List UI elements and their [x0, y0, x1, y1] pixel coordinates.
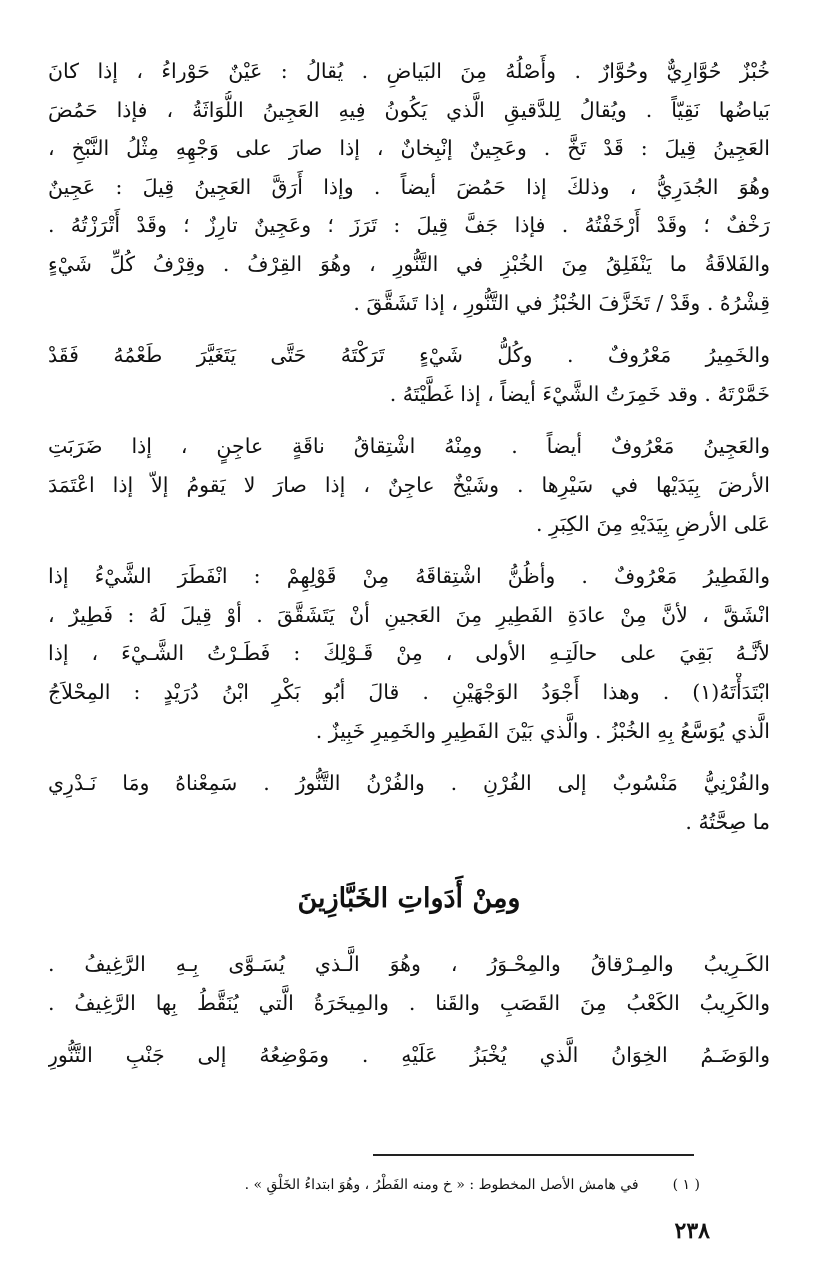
text-line: الكَـرِيبُ والمِـرْقاقُ والمِحْـوَرُ ، وهُوَ الَّـذي يُسَـوَّى بِـهِ الرَّغِيفُ .: [48, 952, 770, 977]
section-heading: ومِنْ أَدَواتِ الخَبَّازِينَ: [297, 883, 521, 915]
paragraph-khamir: [48, 336, 770, 413]
text-line: والكَرِيبُ الكَعْبُ مِنَ القَصَبِ والقَنا . والمِيخَرَةُ الَّتي يُنَقَّطُ بِها الرَّغِيفُ .: [48, 990, 770, 1015]
paragraph-bread-types: [48, 52, 770, 322]
text-line: لأنَّـهُ بَقِيَ على حالَتِـهِ الأولى ، مِنْ قَـوْلِكَ : فَطَـرْتُ الشَّـيْءَ ، إذا: [48, 641, 770, 666]
text-line: والوَضَـمُ الخِوَانُ الَّذي يُخْبَزُ عَلَيْهِ . ومَوْضِعُهُ إلى جَنْبِ التَّنُّورِ: [48, 1043, 770, 1068]
text-line: بَياضُها نَقِيّاً . ويُقالُ لِلدَّقيقِ الَّذي يَكُونُ فِيهِ العَجِينُ اللُّوَاثَةُ ، فإذا حَمُضَ: [48, 97, 770, 122]
text-line: وهُوَ الجُدَرِيُّ ، وذلكَ إذا حَمُضَ أيضاً . وإذا أَرَقَّ العَجِينُ قِيلَ : عَجِينٌ: [48, 174, 770, 199]
text-line: ما صِحَّتُهُ .: [685, 809, 770, 834]
text-line: والفَطِيرُ مَعْرُوفٌ . وأظُنُّ اشْتِقاقَهُ مِنْ قَوْلِهِمْ : انْفَطَرَ الشَّيْءُ إذا: [48, 564, 770, 589]
text-line: والفَلاقَةُ ما يَنْفَلِقُ مِنَ الخُبْزِ في التَّنُّورِ ، وهُوَ القِرْفُ . وقِرْفُ كُلِّ شَيْءٍ: [48, 251, 770, 276]
paragraph-furni: [48, 764, 770, 841]
paragraph-ajin: [48, 427, 770, 543]
paragraph-fatir: [48, 557, 770, 750]
paragraph-wadam: [48, 1036, 770, 1075]
text-line: الأرضَ بِيَدَيْها في سَيْرِها . وشَيْخٌ عاجِنٌ ، إذا صارَ لا يَقومُ إلاّ إذا اعْتَمَدَ: [48, 472, 770, 497]
footnote-divider: [373, 1154, 694, 1156]
footnote: [120, 1172, 700, 1198]
text-line: خَمَّرْتَهُ . وقد خَمِرَتُ الشَّيْءَ أيضاً ، إذا غَطَّيْتَهُ .: [389, 381, 770, 406]
text-line: والخَمِيرُ مَعْرُوفٌ . وكُلُّ شَيْءٍ تَرَكْتَهُ حَتَّى يَتَغَيَّرَ طَعْمُهُ فَقَدْ: [48, 343, 770, 368]
page-body: [48, 52, 770, 1089]
footnote-text: في هامش الأصل المخطوط : « خ ومنه الفَطْرُ ، وهُوَ ابتداءُ الخَلْقِ » .: [244, 1177, 639, 1193]
page-number: ٢٣٨: [674, 1218, 710, 1244]
text-line: رَخْفٌ ؛ وقَدْ أَرْخَفْتُهُ . فإذا جَفَّ قِيلَ : تَرَزَ ؛ وعَجِينٌ تارِزٌ ؛ وقَدْ أَتْرَزْتُهُ .: [48, 213, 770, 238]
text-line: عَلى الأرضِ بِيَدَيْهِ مِنَ الكِبَرِ .: [536, 511, 770, 536]
text-line: قِشْرُهُ . وقَدْ / تَخَزَّفَ الخُبْزُ في التَّنُّورِ ، إذا تَشَقَّقَ .: [353, 290, 770, 315]
footnote-number: ( ١ ): [672, 1177, 700, 1193]
text-line: والفُرْنِيُّ مَنْسُوبٌ إلى الفُرْنِ . والفُرْنُ التَّنُّورُ . سَمِعْناهُ ومَا نَـدْرِي: [48, 771, 770, 796]
text-line: انْشَقَّ ، لأنَّ مِنْ عادَةِ الفَطِيرِ مِنَ العَجينِ أنْ يَتَشَقَّقَ . أوْ قِيلَ لَهُ : فَطِيرٌ ،: [48, 602, 770, 627]
paragraph-tools: [48, 945, 770, 1022]
text-line: والعَجِينُ مَعْرُوفٌ أيضاً . ومِنْهُ اشْتِقاقُ ناقَةٍ عاجِنٍ ، إذا ضَرَبَتِ: [48, 434, 770, 459]
text-line: خُبْزٌ حُوَّارِيٌّ وحُوَّارٌ . وأَصْلُهُ مِنَ البَياضِ . يُقالُ : عَيْنٌ حَوْراءُ ، إذا كانَ: [48, 59, 770, 83]
text-line: العَجِينُ قِيلَ : قَدْ تَخَّ . وعَجِينٌ إنْبِخانٌ ، إذا صارَ على وَجْهِهِ مِثْلُ النَّبْخِ ،: [48, 136, 770, 161]
text-line: الَّذي يُوَسَّعُ بِهِ الخُبْزُ . والَّذي بَيْنَ الفَطِيرِ والخَمِيرِ خَبِيزٌ .: [315, 718, 770, 743]
text-line: ابْتَدَأْتَهُ(١) . وهذا أَجْوَدُ الوَجْهَيْنِ . قالَ أبُو بَكْرِ ابْنُ دُرَيْدٍ : المِحْلاَجُ: [48, 679, 770, 704]
